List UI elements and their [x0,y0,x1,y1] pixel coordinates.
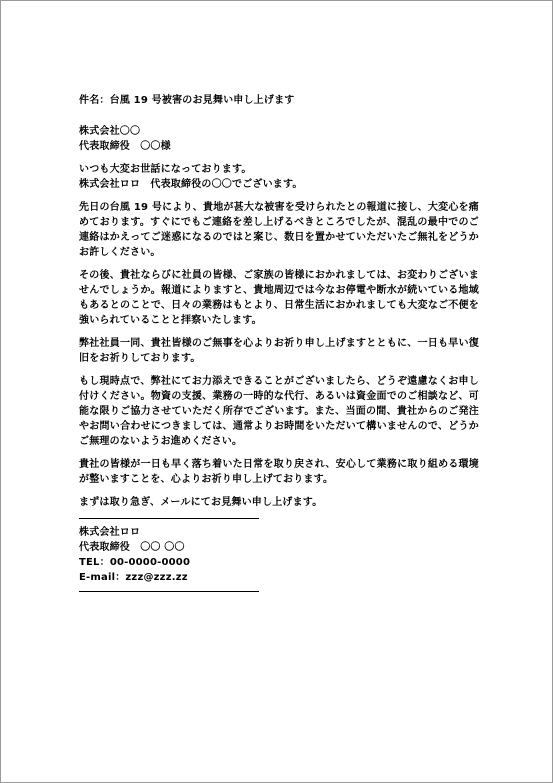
paragraph-condolence: 先日の台風 19 号により、貴地が甚大な被害を受けられたとの報道に接し、大変心を痛めております。すぐにでもご連絡を差し上げるべきところでしたが、混乱の最中でのご連絡はかえってご迷惑になるのではと案じ、数日を置かせていただいたご無礼をどうかお許しください。 [79,202,479,258]
paragraph-closing: まずは取り急ぎ、メールにてお見舞い申し上げます。 [79,497,323,508]
paragraph-prayer: 弊社社員一同、貴社皆様のご無事を心よりお祈り申し上げますとともに、一日も早い復旧をお祈りしております。 [79,338,479,364]
greeting-line: いつも大変お世話になっております。 [79,164,252,175]
signature-email: E-mail：zzz@zzz.zz [79,572,188,583]
signature-company: 株式会社ロロ [79,527,141,538]
letter-body [79,93,479,598]
subject-line: 件名：台風 19 号被害のお見舞い申し上げます [79,95,295,106]
recipient-company: 株式会社〇〇 [79,126,141,137]
sender-introduction: 株式会社ロロ 代表取締役の〇〇でございます。 [79,179,303,190]
signature-name: 代表取締役 〇〇 〇〇 [79,542,185,553]
paragraph-wishes: 貴社の皆様が一日も早く落ち着いた日常を取り戻され、安心して業務に取り組める環境が整いますことを、心よりお祈り申し上げております。 [79,459,479,485]
paragraph-inquiry: その後、貴社ならびに社員の皆様、ご家族の皆様におかれましては、お変わりございませんでしょうか。報道によりますと、貴地周辺では今なお停電や断水が続いている地域もあるとのことで、日々の業務はもとより、日常生活におかれましても大変なご不便を強いられていることと拝察いたします。 [79,270,479,326]
signature-divider-bottom [79,591,259,592]
signature-tel: TEL：00-0000-0000 [79,557,191,568]
paragraph-offer-support: もし現時点で、弊社にてお力添えできることがございましたら、どうぞ遠慮なくお申し付けください。物資の支援、業務の一時的な代行、あるいは資金面でのご相談など、可能な限りご協力させていただく所存でございます。また、当面の間、貴社からのご発注やお問い合わせにつきましては、通常よりお時間をいただいて構いませんので、どうかご無理のないようお進めください。 [79,376,479,447]
recipient-name: 代表取締役 〇〇様 [79,141,171,152]
signature-divider-top [79,518,259,519]
